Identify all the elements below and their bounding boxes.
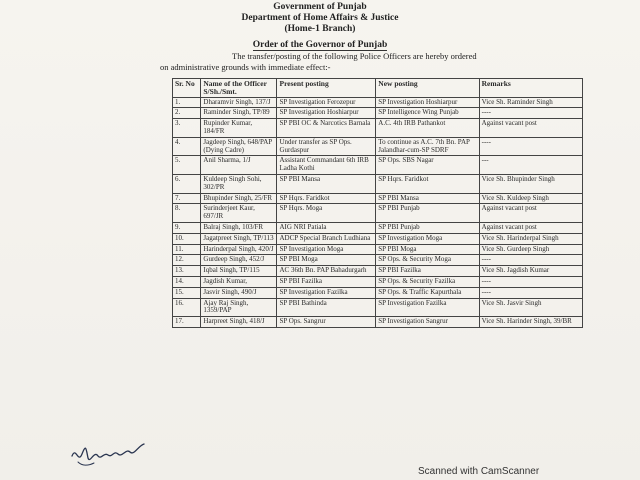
header-present-posting: Present posting: [277, 79, 376, 98]
cell-officer-name: Jagdeep Singh, 648/PAP (Dying Cadre): [201, 137, 277, 156]
cell-new-posting: SP Investigation Sangrur: [376, 317, 479, 328]
cell-remarks: Vice Sh. Raminder Singh: [479, 97, 582, 108]
cell-officer-name: Balraj Singh, 103/FR: [201, 222, 277, 233]
order-title: [0, 40, 640, 50]
cell-present-posting: SP PBI OC & Narcotics Barnala: [277, 119, 376, 138]
cell-present-posting: SP Investigation Moga: [277, 244, 376, 255]
cell-remarks: Against vacant post: [479, 204, 582, 223]
cell-new-posting: SP PBI Punjab: [376, 204, 479, 223]
cell-officer-name: Jagdish Kumar,: [201, 276, 277, 287]
cell-present-posting: SP Investigation Hoshiarpur: [277, 108, 376, 119]
cell-remarks: ----: [479, 276, 582, 287]
cell-sr-no: 5.: [173, 156, 201, 175]
cell-sr-no: 8.: [173, 204, 201, 223]
cell-present-posting: SP Hqrs. Faridkot: [277, 193, 376, 204]
cell-new-posting: SP Hqrs. Faridkot: [376, 174, 479, 193]
cell-present-posting: AC 36th Bn. PAP Bahadurgarh: [277, 266, 376, 277]
cell-remarks: ----: [479, 137, 582, 156]
cell-present-posting: SP Investigation Fazilka: [277, 287, 376, 298]
table-row: [173, 119, 583, 138]
table-row: [173, 266, 583, 277]
cell-officer-name: Harinderpal Singh, 420/J: [201, 244, 277, 255]
intro-line-1: [160, 51, 560, 61]
cell-sr-no: 14.: [173, 276, 201, 287]
table-row: [173, 193, 583, 204]
table-row: [173, 233, 583, 244]
cell-remarks: Vice Sh. Kuldeep Singh: [479, 193, 582, 204]
table-row: [173, 287, 583, 298]
scanner-watermark: Scanned with CamScanner: [418, 466, 540, 477]
cell-remarks: ---: [479, 156, 582, 175]
cell-officer-name: Anil Sharma, 1/J: [201, 156, 277, 175]
cell-remarks: ----: [479, 287, 582, 298]
cell-officer-name: Bhupinder Singh, 25/FR: [201, 193, 277, 204]
cell-sr-no: 2.: [173, 108, 201, 119]
cell-sr-no: 3.: [173, 119, 201, 138]
header-officer-name: Name of the Officer S/Sh./Smt.: [201, 79, 277, 98]
cell-remarks: Vice Sh. Harinder Singh, 39/BR: [479, 317, 582, 328]
header-new-posting: New posting: [376, 79, 479, 98]
cell-new-posting: SP Investigation Moga: [376, 233, 479, 244]
cell-new-posting: SP Investigation Hoshiarpur: [376, 97, 479, 108]
table-row: [173, 244, 583, 255]
cell-sr-no: 11.: [173, 244, 201, 255]
cell-present-posting: SP PBI Moga: [277, 255, 376, 266]
cell-remarks: Against vacant post: [479, 222, 582, 233]
cell-officer-name: Iqbal Singh, TP/115: [201, 266, 277, 277]
cell-sr-no: 17.: [173, 317, 201, 328]
cell-sr-no: 7.: [173, 193, 201, 204]
cell-new-posting: SP Ops. & Security Moga: [376, 255, 479, 266]
cell-new-posting: SP PBI Mansa: [376, 193, 479, 204]
cell-new-posting: SP PBI Punjab: [376, 222, 479, 233]
cell-present-posting: SP Hqrs. Moga: [277, 204, 376, 223]
header-remarks: Remarks: [479, 79, 582, 98]
table-row: [173, 137, 583, 156]
signature-image: [68, 436, 148, 470]
header-sr-no: Sr. No: [173, 79, 201, 98]
cell-new-posting: To continue as A.C. 7th Bn. PAP Jalandhar-cum-SP SDRF: [376, 137, 479, 156]
table-row: [173, 108, 583, 119]
cell-officer-name: Jagatpreet Singh, TP/113: [201, 233, 277, 244]
cell-present-posting: AIG NRI Patiala: [277, 222, 376, 233]
cell-sr-no: 12.: [173, 255, 201, 266]
cell-sr-no: 9.: [173, 222, 201, 233]
table-body: [173, 97, 583, 327]
cell-remarks: Vice Sh. Jasvir Singh: [479, 298, 582, 317]
cell-present-posting: SP PBI Mansa: [277, 174, 376, 193]
order-title-text: Order of the Governor of Punjab: [252, 40, 388, 50]
cell-new-posting: SP Intelligence Wing Punjab: [376, 108, 479, 119]
cell-present-posting: SP Investigation Ferozepur: [277, 97, 376, 108]
table-row: [173, 317, 583, 328]
cell-sr-no: 1.: [173, 97, 201, 108]
table-row: [173, 156, 583, 175]
table-row: [173, 255, 583, 266]
cell-sr-no: 4.: [173, 137, 201, 156]
cell-remarks: ----: [479, 255, 582, 266]
cell-sr-no: 10.: [173, 233, 201, 244]
intro-line-1-text: The transfer/posting of the following Police Officers are hereby ordered: [232, 51, 477, 61]
table-row: [173, 204, 583, 223]
cell-new-posting: SP PBI Moga: [376, 244, 479, 255]
cell-officer-name: Dharamvir Singh, 137/J: [201, 97, 277, 108]
cell-present-posting: SP PBI Bathinda: [277, 298, 376, 317]
cell-new-posting: SP Investigation Fazilka: [376, 298, 479, 317]
table-row: [173, 174, 583, 193]
cell-remarks: Against vacant post: [479, 119, 582, 138]
cell-officer-name: Raminder Singh, TP/89: [201, 108, 277, 119]
cell-remarks: Vice Sh. Bhupinder Singh: [479, 174, 582, 193]
cell-present-posting: Under transfer as SP Ops. Gurdaspur: [277, 137, 376, 156]
cell-remarks: Vice Sh. Jagdish Kumar: [479, 266, 582, 277]
cell-remarks: Vice Sh. Gurdeep Singh: [479, 244, 582, 255]
cell-sr-no: 15.: [173, 287, 201, 298]
cell-officer-name: Rupinder Kumar, 184/FR: [201, 119, 277, 138]
cell-present-posting: SP PBI Fazilka: [277, 276, 376, 287]
table-row: [173, 97, 583, 108]
cell-officer-name: Jasvir Singh, 490/J: [201, 287, 277, 298]
transfer-table: [172, 78, 583, 328]
cell-officer-name: Ajay Raj Singh, 1359/PAP: [201, 298, 277, 317]
table-row: [173, 276, 583, 287]
cell-officer-name: Harpreet Singh, 418/J: [201, 317, 277, 328]
table-header-row: [173, 79, 583, 98]
cell-officer-name: Surinderjeet Kaur, 697/JR: [201, 204, 277, 223]
cell-new-posting: SP Ops. & Security Fazilka: [376, 276, 479, 287]
cell-officer-name: Gurdeep Singh, 452/J: [201, 255, 277, 266]
header-government: Government of Punjab: [273, 2, 367, 12]
cell-sr-no: 13.: [173, 266, 201, 277]
cell-officer-name: Kuldeep Singh Sohi, 302/PR: [201, 174, 277, 193]
table-row: [173, 298, 583, 317]
cell-present-posting: ADCP Special Branch Ludhiana: [277, 233, 376, 244]
cell-present-posting: Assistant Commandant 6th IRB Ladha Kothi: [277, 156, 376, 175]
cell-new-posting: SP Ops. & Traffic Kapurthala: [376, 287, 479, 298]
intro-line-2: on administrative grounds with immediate effect:-: [160, 62, 331, 72]
cell-remarks: ----: [479, 108, 582, 119]
cell-new-posting: SP Ops. SBS Nagar: [376, 156, 479, 175]
cell-sr-no: 6.: [173, 174, 201, 193]
table-row: [173, 222, 583, 233]
cell-sr-no: 16.: [173, 298, 201, 317]
cell-remarks: Vice Sh. Harinderpal Singh: [479, 233, 582, 244]
cell-new-posting: A.C. 4th IRB Pathankot: [376, 119, 479, 138]
header-branch: (Home-1 Branch): [284, 24, 356, 34]
cell-new-posting: SP PBI Fazilka: [376, 266, 479, 277]
cell-present-posting: SP Ops. Sangrur: [277, 317, 376, 328]
header-department: Department of Home Affairs & Justice: [241, 13, 399, 23]
